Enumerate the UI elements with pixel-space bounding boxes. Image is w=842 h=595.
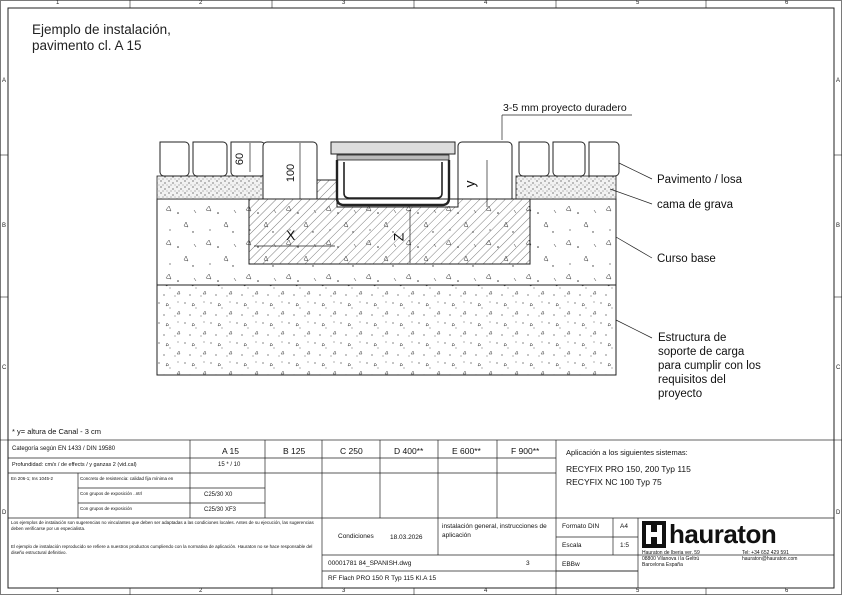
revision-date: 18.03.2026 <box>390 534 423 541</box>
address-line-1: Hauraton de Iberia ver. 59 <box>642 550 700 556</box>
dim-60-label: 60 <box>234 152 247 166</box>
company-logo-text: hauraton <box>669 519 777 549</box>
col-num-3-bottom: 3 <box>342 588 346 594</box>
format-value: A4 <box>620 523 628 530</box>
col-num-2-bottom: 2 <box>199 588 203 594</box>
application-heading: Aplicación a los siguientes sistemas: <box>566 448 688 457</box>
dim-y-label: y <box>461 180 478 188</box>
row-depth-label: Profundidad: cm/x / de effects / y ganzas 2 (vid.cal) <box>12 462 137 468</box>
row-concrete-label: Concreto de resistencia: calidad fija mínima en <box>80 476 174 481</box>
title-line-2: pavimento cl. A 15 <box>32 38 142 53</box>
class-e600: E 600** <box>452 446 481 456</box>
scale-value: 1:5 <box>620 542 630 549</box>
col-num-2: 2 <box>199 0 203 6</box>
legend-structure-line-4: requisitos del <box>658 374 726 386</box>
ebbw-code: EBBw <box>562 561 580 568</box>
col-num-5-bottom: 5 <box>636 588 640 594</box>
product-reference: RF Flach PRO 150 R Typ 115 Kl.A 15 <box>328 575 437 582</box>
legend-base: Curso base <box>657 253 716 265</box>
dim-100-label: 100 <box>285 163 298 183</box>
row-letter-a: A <box>2 78 7 84</box>
legend-structure-line-1: Estructura de <box>658 332 727 344</box>
durable-project-note: 3-5 mm proyecto duradero <box>503 102 627 114</box>
company-address <box>642 550 742 568</box>
drawing-description: instalación general, instrucciones de aplicación <box>442 523 547 539</box>
contact-line-1: Tel: +34 652 429 591 <box>742 550 789 556</box>
col-num-5: 5 <box>636 0 640 6</box>
class-b125: B 125 <box>283 446 306 456</box>
row-depth-value: 15 * / 10 <box>218 462 241 468</box>
legend-structure-line-2: soporte de carga <box>658 346 745 358</box>
row-letter-c-right: C <box>836 365 841 371</box>
address-line-3: Barcelona España <box>642 562 683 568</box>
row-exposure-value-2: C25/30 XF3 <box>204 507 237 513</box>
row-letter-b-right: B <box>836 223 841 229</box>
row-letter-a-right: A <box>836 78 841 84</box>
contact-line-2: hauraton@hauraton.com <box>742 556 798 562</box>
row-standard-label: En 206-1; Ins 1045-2 <box>11 476 54 481</box>
dim-x-label: X <box>286 227 296 243</box>
conditions-label: Condiciones <box>338 533 374 540</box>
col-num-1-bottom: 1 <box>56 588 60 594</box>
class-a15: A 15 <box>222 446 240 456</box>
row-letter-d: D <box>2 510 7 516</box>
col-num-3: 3 <box>342 0 346 6</box>
col-num-4: 4 <box>484 0 488 6</box>
row-letter-b: B <box>2 223 7 229</box>
legend-gravel: cama de grava <box>657 199 734 211</box>
dim-z-label: Z <box>390 232 407 242</box>
disclaimer-1: Los ejemplos de instalación son sugerencias no vinculantes que deben ser adaptadas a las condiciones locales. Antes de su ejecución, las sugerencias deben verificarse por un especialista. <box>11 520 314 531</box>
company-contact <box>742 550 832 562</box>
hauraton-logo-mark <box>642 521 666 548</box>
legend-pavement: Pavimento / losa <box>657 174 743 186</box>
col-num-4-bottom: 4 <box>484 588 488 594</box>
file-name: 00001781 84_SPANISH.dwg <box>328 560 412 567</box>
row-letter-d-right: D <box>836 510 841 516</box>
application-2: RECYFIX NC 100 Typ 75 <box>566 477 662 487</box>
legend-structure-line-3: para cumplir con los <box>658 360 761 372</box>
title-line-1: Ejemplo de instalación, <box>32 22 171 37</box>
class-c250: C 250 <box>340 446 363 456</box>
format-label: Formato DIN <box>562 523 600 530</box>
col-num-6: 6 <box>785 0 789 6</box>
legend-structure-line-5: proyecto <box>658 388 703 400</box>
application-1: RECYFIX PRO 150, 200 Typ 115 <box>566 464 691 474</box>
disclaimer-2: El ejemplo de instalación reproducido se refiere a nuestros productos cumpliendo con la normativa de aplicación. Hauraton no se hace responsable del diseño estructural definitivo. <box>11 544 313 555</box>
sheet-number: 3 <box>526 560 530 567</box>
class-d400: D 400** <box>394 446 424 456</box>
col-num-1: 1 <box>56 0 60 6</box>
scale-label: Escala <box>562 542 582 549</box>
row-letter-c: C <box>2 365 7 371</box>
col-num-6-bottom: 6 <box>785 588 789 594</box>
row-exposure-label-2: Con grupos de exposición <box>80 506 133 511</box>
footnote: * y= altura de Canal - 3 cm <box>12 427 102 436</box>
row-exposure-label-1: Con grupos de exposición ..ntrl <box>80 491 143 496</box>
class-f900: F 900** <box>511 446 540 456</box>
row-category-label: Categoría según EN 1433 / DIN 19580 <box>12 446 116 452</box>
address-line-2: 08800 Vilanova i la Geltrú <box>642 556 700 562</box>
row-exposure-value-1: C25/30 X0 <box>204 492 233 498</box>
